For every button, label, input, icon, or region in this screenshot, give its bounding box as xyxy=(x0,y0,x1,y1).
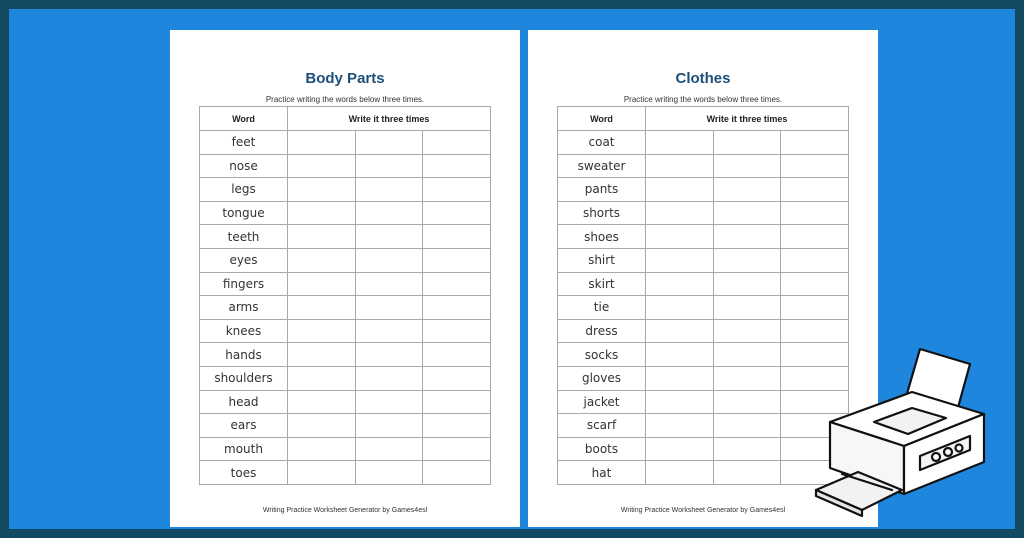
practice-cell[interactable] xyxy=(423,201,491,225)
word-cell: gloves xyxy=(558,366,646,390)
practice-cell[interactable] xyxy=(713,131,781,155)
word-cell: legs xyxy=(200,178,288,202)
table-row xyxy=(558,366,849,390)
word-cell: dress xyxy=(558,319,646,343)
practice-cell[interactable] xyxy=(288,461,356,485)
practice-cell[interactable] xyxy=(423,131,491,155)
practice-cell[interactable] xyxy=(423,178,491,202)
practice-cell[interactable] xyxy=(646,343,714,367)
table-row xyxy=(558,343,849,367)
practice-cell[interactable] xyxy=(355,225,423,249)
practice-cell[interactable] xyxy=(781,201,849,225)
practice-cell[interactable] xyxy=(355,272,423,296)
word-cell: nose xyxy=(200,154,288,178)
word-cell: shoes xyxy=(558,225,646,249)
word-cell: hands xyxy=(200,343,288,367)
practice-cell[interactable] xyxy=(781,248,849,272)
practice-cell[interactable] xyxy=(423,225,491,249)
practice-cell[interactable] xyxy=(423,366,491,390)
word-cell: mouth xyxy=(200,437,288,461)
practice-cell[interactable] xyxy=(713,366,781,390)
practice-cell[interactable] xyxy=(646,366,714,390)
header-practice: Write it three times xyxy=(288,107,491,131)
practice-cell[interactable] xyxy=(288,272,356,296)
practice-cell[interactable] xyxy=(713,319,781,343)
table-row xyxy=(200,131,491,155)
table-row xyxy=(200,296,491,320)
practice-cell[interactable] xyxy=(646,390,714,414)
practice-cell[interactable] xyxy=(423,390,491,414)
table-row xyxy=(558,461,849,485)
practice-cell[interactable] xyxy=(713,154,781,178)
practice-cell[interactable] xyxy=(646,131,714,155)
word-cell: arms xyxy=(200,296,288,320)
practice-cell[interactable] xyxy=(423,437,491,461)
practice-cell[interactable] xyxy=(355,201,423,225)
word-cell: knees xyxy=(200,319,288,343)
practice-cell[interactable] xyxy=(423,319,491,343)
word-cell: tie xyxy=(558,296,646,320)
practice-cell[interactable] xyxy=(423,343,491,367)
table-row xyxy=(200,414,491,438)
practice-cell[interactable] xyxy=(288,248,356,272)
word-cell: ears xyxy=(200,414,288,438)
table-row xyxy=(558,390,849,414)
table-row xyxy=(200,272,491,296)
table-row xyxy=(200,225,491,249)
practice-cell[interactable] xyxy=(288,366,356,390)
table-row xyxy=(200,319,491,343)
practice-cell[interactable] xyxy=(646,414,714,438)
worksheet-title: Body Parts xyxy=(305,70,385,87)
word-cell: socks xyxy=(558,343,646,367)
word-cell: shorts xyxy=(558,201,646,225)
practice-cell[interactable] xyxy=(713,437,781,461)
word-cell: tongue xyxy=(200,201,288,225)
practice-cell[interactable] xyxy=(646,154,714,178)
practice-cell[interactable] xyxy=(713,296,781,320)
table-row xyxy=(200,437,491,461)
table-row xyxy=(558,248,849,272)
practice-cell[interactable] xyxy=(355,390,423,414)
practice-cell[interactable] xyxy=(646,461,714,485)
worksheet-instructions: Practice writing the words below three times. xyxy=(265,95,425,104)
practice-cell[interactable] xyxy=(355,296,423,320)
word-cell: shoulders xyxy=(200,366,288,390)
header-word: Word xyxy=(558,107,646,131)
table-row xyxy=(200,366,491,390)
table-row xyxy=(558,319,849,343)
practice-cell[interactable] xyxy=(781,178,849,202)
table-row xyxy=(200,154,491,178)
practice-cell[interactable] xyxy=(713,201,781,225)
word-cell: head xyxy=(200,390,288,414)
table-row xyxy=(558,414,849,438)
practice-cell[interactable] xyxy=(423,296,491,320)
practice-cell[interactable] xyxy=(713,248,781,272)
practice-cell[interactable] xyxy=(646,178,714,202)
header-practice: Write it three times xyxy=(646,107,849,131)
practice-cell[interactable] xyxy=(355,131,423,155)
worksheet-body-parts xyxy=(170,30,520,527)
worksheet-footer: Writing Practice Worksheet Generator by Games4esl xyxy=(262,507,428,514)
table-row xyxy=(200,390,491,414)
practice-cell[interactable] xyxy=(355,178,423,202)
table-row xyxy=(558,272,849,296)
practice-cell[interactable] xyxy=(355,319,423,343)
practice-cell[interactable] xyxy=(288,296,356,320)
word-cell: coat xyxy=(558,131,646,155)
table-row xyxy=(200,461,491,485)
worksheet-table xyxy=(557,106,849,485)
practice-cell[interactable] xyxy=(355,248,423,272)
word-cell: jacket xyxy=(558,390,646,414)
practice-cell[interactable] xyxy=(713,343,781,367)
table-row xyxy=(558,437,849,461)
practice-cell[interactable] xyxy=(781,131,849,155)
practice-cell[interactable] xyxy=(355,437,423,461)
table-row xyxy=(200,178,491,202)
practice-cell[interactable] xyxy=(423,414,491,438)
table-header-row xyxy=(200,107,491,131)
table-row xyxy=(558,296,849,320)
practice-cell[interactable] xyxy=(781,319,849,343)
practice-cell[interactable] xyxy=(355,414,423,438)
practice-cell[interactable] xyxy=(646,225,714,249)
practice-cell[interactable] xyxy=(288,343,356,367)
word-cell: teeth xyxy=(200,225,288,249)
header-word: Word xyxy=(200,107,288,131)
table-row xyxy=(200,248,491,272)
practice-cell[interactable] xyxy=(646,437,714,461)
word-cell: boots xyxy=(558,437,646,461)
practice-cell[interactable] xyxy=(355,343,423,367)
worksheet-title: Clothes xyxy=(675,70,731,87)
practice-cell[interactable] xyxy=(713,178,781,202)
worksheet-footer: Writing Practice Worksheet Generator by Games4esl xyxy=(620,507,786,514)
practice-cell[interactable] xyxy=(423,248,491,272)
word-cell: feet xyxy=(200,131,288,155)
practice-cell[interactable] xyxy=(288,414,356,438)
practice-cell[interactable] xyxy=(288,131,356,155)
practice-cell[interactable] xyxy=(288,178,356,202)
table-row xyxy=(558,201,849,225)
table-row xyxy=(200,343,491,367)
practice-cell[interactable] xyxy=(355,366,423,390)
table-row xyxy=(558,154,849,178)
printer-icon xyxy=(812,344,992,524)
practice-cell[interactable] xyxy=(355,461,423,485)
practice-cell[interactable] xyxy=(355,154,423,178)
table-row xyxy=(558,131,849,155)
practice-cell[interactable] xyxy=(288,390,356,414)
word-cell: eyes xyxy=(200,248,288,272)
practice-cell[interactable] xyxy=(713,272,781,296)
word-cell: shirt xyxy=(558,248,646,272)
practice-cell[interactable] xyxy=(713,390,781,414)
practice-cell[interactable] xyxy=(781,154,849,178)
practice-cell[interactable] xyxy=(646,248,714,272)
word-cell: fingers xyxy=(200,272,288,296)
practice-cell[interactable] xyxy=(713,461,781,485)
table-row xyxy=(200,201,491,225)
practice-cell[interactable] xyxy=(288,319,356,343)
practice-cell[interactable] xyxy=(646,319,714,343)
practice-cell[interactable] xyxy=(288,225,356,249)
practice-cell[interactable] xyxy=(713,414,781,438)
word-cell: skirt xyxy=(558,272,646,296)
practice-cell[interactable] xyxy=(288,154,356,178)
word-cell: pants xyxy=(558,178,646,202)
practice-cell[interactable] xyxy=(713,225,781,249)
practice-cell[interactable] xyxy=(423,154,491,178)
table-header-row xyxy=(558,107,849,131)
table-row xyxy=(558,178,849,202)
word-cell: hat xyxy=(558,461,646,485)
word-cell: toes xyxy=(200,461,288,485)
word-cell: scarf xyxy=(558,414,646,438)
worksheet-table xyxy=(199,106,491,485)
practice-cell[interactable] xyxy=(646,296,714,320)
practice-cell[interactable] xyxy=(781,225,849,249)
practice-cell[interactable] xyxy=(646,272,714,296)
worksheet-instructions: Practice writing the words below three times. xyxy=(623,95,783,104)
practice-cell[interactable] xyxy=(423,461,491,485)
table-row xyxy=(558,225,849,249)
practice-cell[interactable] xyxy=(288,437,356,461)
practice-cell[interactable] xyxy=(423,272,491,296)
practice-cell[interactable] xyxy=(288,201,356,225)
practice-cell[interactable] xyxy=(646,201,714,225)
practice-cell[interactable] xyxy=(781,272,849,296)
word-cell: sweater xyxy=(558,154,646,178)
practice-cell[interactable] xyxy=(781,296,849,320)
